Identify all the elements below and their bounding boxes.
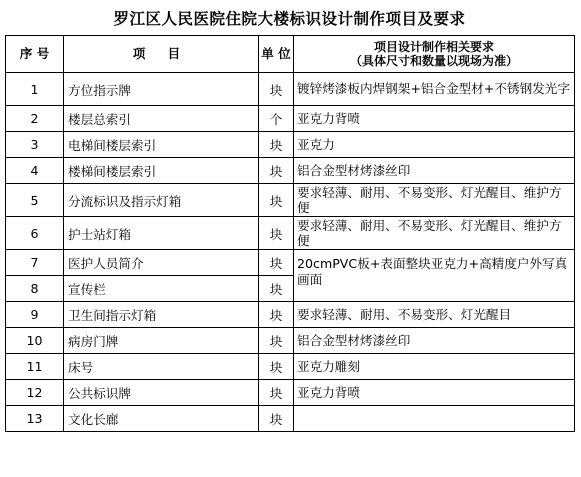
row-unit: 块 xyxy=(259,158,294,184)
row-item: 楼梯间楼层索引 xyxy=(64,158,259,184)
row-requirement-merged: 20cmPVC板+表面整块亚克力+高精度户外写真画面 xyxy=(294,250,575,302)
table-row xyxy=(6,406,575,432)
table-row xyxy=(6,354,575,380)
row-item: 公共标识牌 xyxy=(64,380,259,406)
row-requirement: 要求轻薄、耐用、不易变形、灯光醒目 xyxy=(294,302,575,328)
row-unit: 块 xyxy=(259,73,294,106)
row-item: 楼层总索引 xyxy=(64,106,259,132)
row-requirement xyxy=(294,406,575,432)
row-seq: 5 xyxy=(6,184,64,217)
header-item: 项 目 xyxy=(64,36,259,73)
row-seq: 11 xyxy=(6,354,64,380)
row-requirement: 亚克力背喷 xyxy=(294,106,575,132)
row-seq: 2 xyxy=(6,106,64,132)
row-unit: 块 xyxy=(259,184,294,217)
row-item: 卫生间指示灯箱 xyxy=(64,302,259,328)
row-item: 宣传栏 xyxy=(64,276,259,302)
row-item: 文化长廊 xyxy=(64,406,259,432)
row-seq: 10 xyxy=(6,328,64,354)
row-requirement: 要求轻薄、耐用、不易变形、灯光醒目、维护方便 xyxy=(294,184,575,217)
row-item: 方位指示牌 xyxy=(64,73,259,106)
row-requirement: 亚克力 xyxy=(294,132,575,158)
requirements-table xyxy=(5,35,575,432)
row-item: 分流标识及指示灯箱 xyxy=(64,184,259,217)
row-item: 床号 xyxy=(64,354,259,380)
row-unit: 块 xyxy=(259,132,294,158)
row-seq: 1 xyxy=(6,73,64,106)
row-unit: 块 xyxy=(259,406,294,432)
row-item: 电梯间楼层索引 xyxy=(64,132,259,158)
row-item: 病房门牌 xyxy=(64,328,259,354)
header-requirement xyxy=(294,36,575,73)
row-unit: 块 xyxy=(259,217,294,250)
row-seq: 13 xyxy=(6,406,64,432)
row-item: 护士站灯箱 xyxy=(64,217,259,250)
table-row xyxy=(6,328,575,354)
row-requirement: 铝合金型材烤漆丝印 xyxy=(294,158,575,184)
row-seq: 12 xyxy=(6,380,64,406)
row-requirement: 亚克力雕刻 xyxy=(294,354,575,380)
row-unit: 块 xyxy=(259,328,294,354)
header-seq: 序 号 xyxy=(6,36,64,73)
header-unit: 单 位 xyxy=(259,36,294,73)
table-row xyxy=(6,217,575,250)
table-row xyxy=(6,302,575,328)
row-requirement: 铝合金型材烤漆丝印 xyxy=(294,328,575,354)
table-row xyxy=(6,250,575,276)
row-seq: 7 xyxy=(6,250,64,276)
table-row xyxy=(6,73,575,106)
header-requirement-line2: （具体尺寸和数量以现场为准） xyxy=(349,54,518,68)
row-seq: 6 xyxy=(6,217,64,250)
row-seq: 8 xyxy=(6,276,64,302)
row-unit: 块 xyxy=(259,250,294,276)
row-unit: 块 xyxy=(259,380,294,406)
document-sheet xyxy=(5,4,574,432)
row-requirement: 镀锌烤漆板内焊钢架+铝合金型材+不锈钢发光字 xyxy=(294,73,575,106)
row-requirement: 要求轻薄、耐用、不易变形、灯光醒目、维护方便 xyxy=(294,217,575,250)
table-row xyxy=(6,184,575,217)
table-row xyxy=(6,106,575,132)
row-unit: 块 xyxy=(259,276,294,302)
row-unit: 块 xyxy=(259,302,294,328)
row-item: 医护人员简介 xyxy=(64,250,259,276)
row-requirement: 亚克力背喷 xyxy=(294,380,575,406)
document-title: 罗江区人民医院住院大楼标识设计制作项目及要求 xyxy=(113,10,466,28)
row-unit: 个 xyxy=(259,106,294,132)
table-row xyxy=(6,158,575,184)
header-requirement-line1: 项目设计制作相关要求 xyxy=(373,40,494,54)
row-seq: 9 xyxy=(6,302,64,328)
row-seq: 4 xyxy=(6,158,64,184)
table-header-row xyxy=(6,36,575,73)
row-unit: 块 xyxy=(259,354,294,380)
table-row xyxy=(6,132,575,158)
table-row xyxy=(6,380,575,406)
row-seq: 3 xyxy=(6,132,64,158)
